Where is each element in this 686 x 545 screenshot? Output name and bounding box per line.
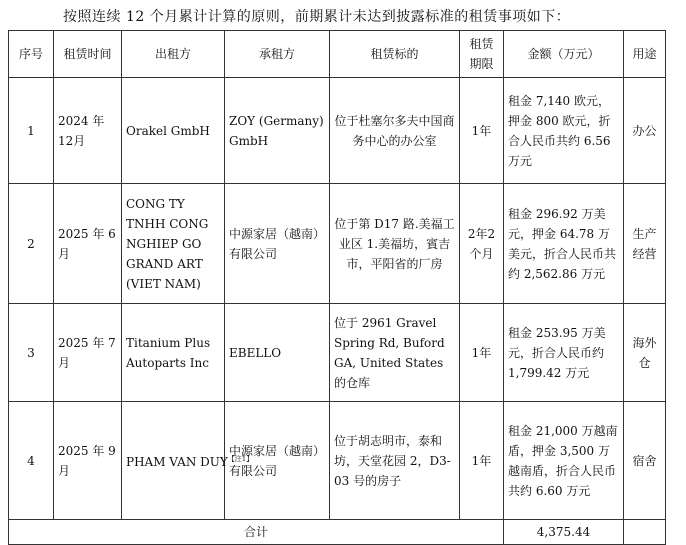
cell-lessor [122, 184, 225, 304]
cell-lessee: 中源家居（越南）有限公司 [225, 184, 330, 304]
lessor-name: CONG TY TNHH CONG NGHIEP GO GRAND ART (VIET NAM) [126, 196, 209, 291]
header-seq: 序号 [9, 31, 54, 78]
cell-date: 2024 年 12月 [54, 78, 122, 184]
cell-subject: 位于 2961 Gravel Spring Rd, Buford GA, United States 的仓库 [330, 304, 460, 402]
total-label: 合计 [9, 520, 504, 545]
cell-seq: 2 [9, 184, 54, 304]
cell-lessee: EBELLO [225, 304, 330, 402]
cell-term: 1年 [460, 304, 504, 402]
cell-amount: 租金 7,140 欧元，押金 800 欧元，折合人民币共约 6.56 万元 [504, 78, 624, 184]
cell-date: 2025 年 7月 [54, 304, 122, 402]
cell-lessee: ZOY (Germany) GmbH [225, 78, 330, 184]
cell-term: 1年 [460, 402, 504, 520]
cell-subject: 位于杜塞尔多夫中国商务中心的办公室 [330, 78, 460, 184]
header-lessor: 出租方 [122, 31, 225, 78]
lessor-name: Titanium Plus Autoparts Inc [126, 335, 211, 370]
header-term: 租赁期限 [460, 31, 504, 78]
cell-amount: 租金 21,000 万越南盾，押金 3,500 万越南盾，折合人民币共约 6.60 万元 [504, 402, 624, 520]
cell-date: 2025 年 9月 [54, 402, 122, 520]
lessor-name: Orakel GmbH [126, 123, 210, 138]
cell-seq: 1 [9, 78, 54, 184]
cell-date: 2025 年 6月 [54, 184, 122, 304]
cell-use: 生产经营 [624, 184, 666, 304]
table-row [9, 78, 666, 184]
lessor-name: PHAM VAN DUY [126, 455, 228, 469]
cell-amount: 租金 296.92 万美元，押金 64.78 万美元，折合人民币共约 2,562.86 万元 [504, 184, 624, 304]
header-use: 用途 [624, 31, 666, 78]
table-row [9, 402, 666, 520]
cell-lessor [122, 304, 225, 402]
cell-use: 办公 [624, 78, 666, 184]
cell-lessor [122, 402, 254, 520]
total-value: 4,375.44 [504, 520, 624, 545]
total-row [9, 520, 666, 545]
header-subject: 租赁标的 [330, 31, 460, 78]
intro-text: 按照连续 12 个月累计计算的原则，前期累计未达到披露标准的租赁事项如下： [63, 9, 571, 25]
cell-amount: 租金 253.95 万美元，折合人民币约 1,799.42 万元 [504, 304, 624, 402]
cell-lessor [122, 78, 225, 184]
total-empty [624, 520, 666, 545]
cell-seq: 3 [9, 304, 54, 402]
header-lessee: 承租方 [225, 31, 330, 78]
cell-use: 宿舍 [624, 402, 666, 520]
cell-subject: 位于胡志明市，泰和坊，天堂花园 2，D3-03 号的房子 [330, 402, 460, 520]
cell-term: 1年 [460, 78, 504, 184]
cell-lessee: 中源家居（越南）有限公司 [225, 402, 330, 520]
table-row [9, 184, 666, 304]
header-date: 租赁时间 [54, 31, 122, 78]
cell-term: 2年2个月 [460, 184, 504, 304]
lessor-footnote: 【注1】 [227, 455, 254, 463]
header-amount: 金额（万元） [504, 31, 624, 78]
cell-subject: 位于第 D17 路.美福工业区 1.美福坊，賓吉市，平阳省的厂房 [330, 184, 460, 304]
cell-seq: 4 [9, 402, 54, 520]
cell-use: 海外仓 [624, 304, 666, 402]
lease-table [8, 30, 666, 545]
table-row [9, 304, 666, 402]
header-row [9, 31, 666, 78]
